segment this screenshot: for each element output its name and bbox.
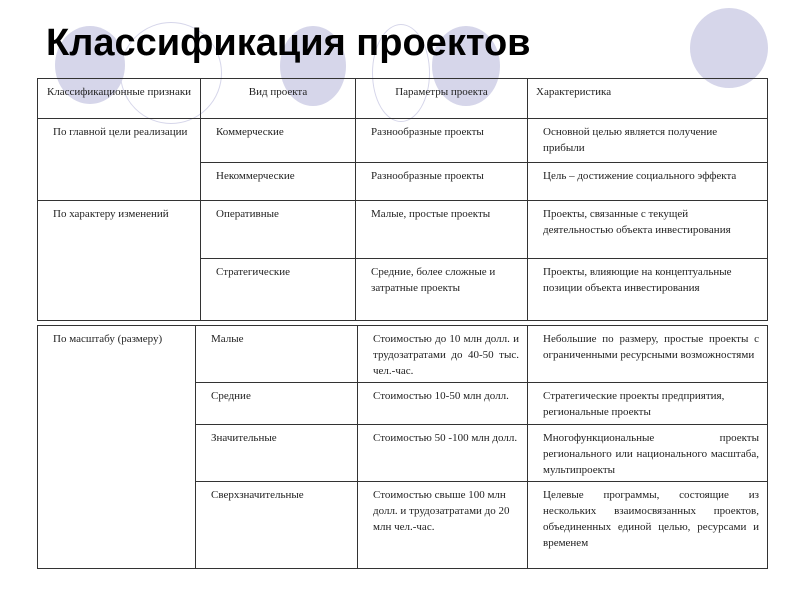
- cell-params: Средние, более сложные и затратные проекты: [356, 259, 528, 321]
- cell-type: Малые: [196, 326, 358, 383]
- cell-description: Основной целью является получение прибыли: [528, 119, 768, 163]
- cell-description: Небольшие по размеру, простые проекты с ограниченными ресурсными возможностями: [528, 326, 768, 383]
- cell-type: Значительные: [196, 425, 358, 482]
- cell-type: Средние: [196, 383, 358, 425]
- cell-type: Оперативные: [201, 201, 356, 259]
- cell-description: Проекты, связанные с текущей деятельностью объекта инвестирования: [528, 201, 768, 259]
- cell-description: Стратегические проекты предприятия, региональные проекты: [528, 383, 768, 425]
- table-row: [38, 119, 768, 163]
- header-cell: Параметры проекта: [356, 79, 528, 119]
- header-cell: Вид проекта: [201, 79, 356, 119]
- table-row: [38, 326, 768, 383]
- cell-params: Стоимостью свыше 100 млн долл. и трудозатратами до 20 млн чел.-час.: [358, 482, 528, 569]
- cell-type: Сверхзначительные: [196, 482, 358, 569]
- cell-type: Стратегические: [201, 259, 356, 321]
- header-cell: Классификационные признаки: [38, 79, 201, 119]
- cell-description: Многофункциональные проекты регионального или национального масштаба, мультипроекты: [528, 425, 768, 482]
- cell-criterion: По главной цели реализации: [38, 119, 201, 201]
- cell-criterion: По характеру изменений: [38, 201, 201, 321]
- cell-description: Целевые программы, состоящие из нескольких взаимосвязанных проектов, объединенных единой целью, ресурсами и временем: [528, 482, 768, 569]
- cell-params: Разнообразные проекты: [356, 163, 528, 201]
- classification-table-2: [37, 325, 768, 569]
- cell-params: Стоимостью до 10 млн долл. и трудозатратами до 40-50 тыс. чел.-час.: [358, 326, 528, 383]
- cell-params: Стоимостью 50 -100 млн долл.: [358, 425, 528, 482]
- cell-type: Коммерческие: [201, 119, 356, 163]
- classification-table-1: [37, 78, 768, 321]
- table-row: [38, 201, 768, 259]
- cell-params: Малые, простые проекты: [356, 201, 528, 259]
- table-header-row: [38, 79, 768, 119]
- cell-criterion: По масштабу (размеру): [38, 326, 196, 569]
- cell-description: Цель – достижение социального эффекта: [528, 163, 768, 201]
- cell-type: Некоммерческие: [201, 163, 356, 201]
- cell-params: Стоимостью 10-50 млн долл.: [358, 383, 528, 425]
- cell-params: Разнообразные проекты: [356, 119, 528, 163]
- cell-description: Проекты, влияющие на концептуальные позиции объекта инвестирования: [528, 259, 768, 321]
- decor-circle: [690, 8, 768, 88]
- header-cell: Характеристика: [528, 79, 768, 119]
- page-title: Классификация проектов: [46, 22, 531, 64]
